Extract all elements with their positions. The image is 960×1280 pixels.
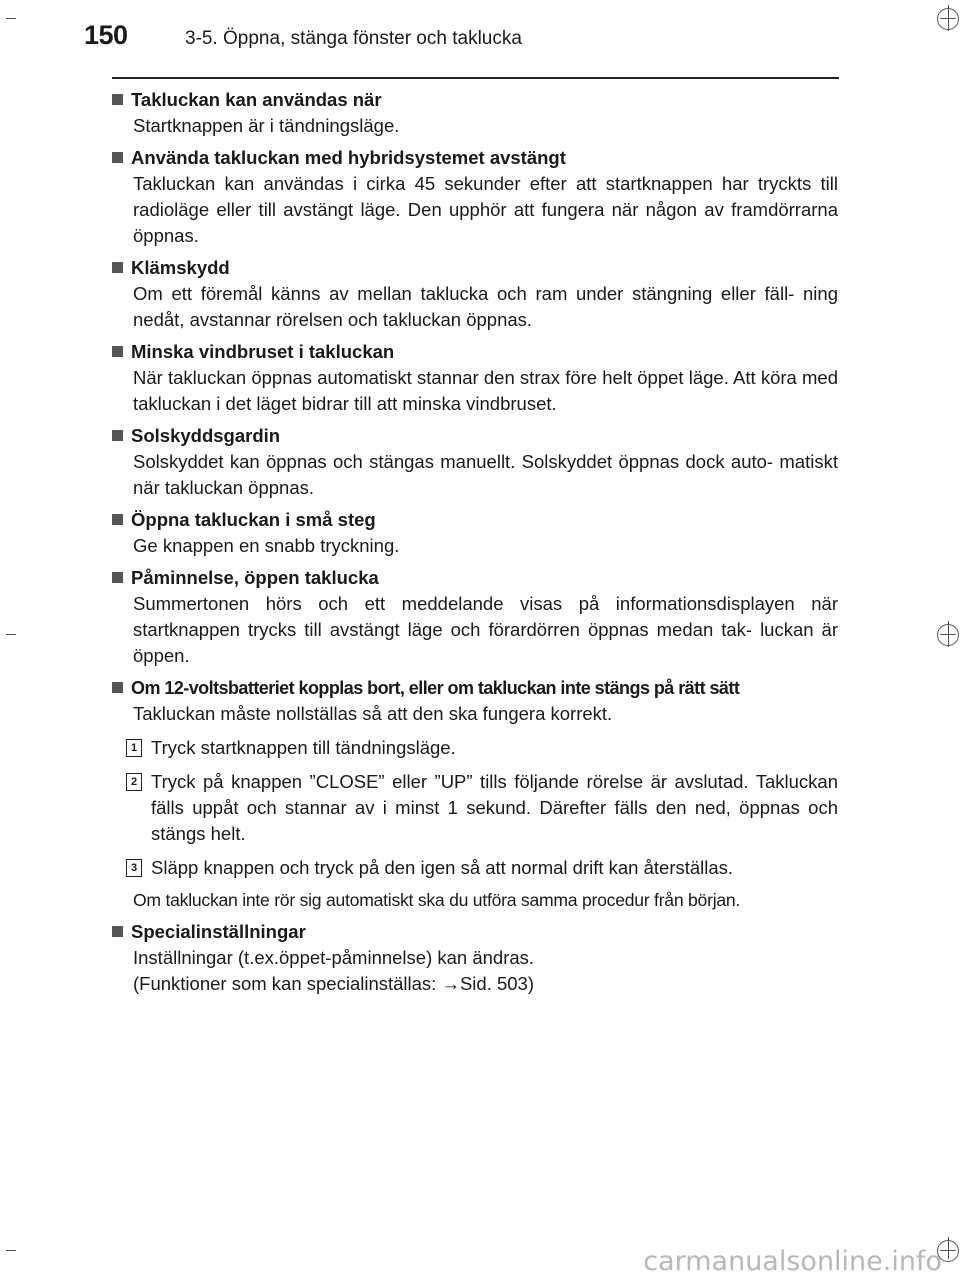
bullet-square-icon xyxy=(112,430,123,441)
section-note: Om takluckan inte rör sig automatiskt ska du utföra samma procedur från början. xyxy=(133,890,741,910)
step-text: Tryck startknappen till tändningsläge. xyxy=(151,737,456,758)
bullet-square-icon xyxy=(112,152,123,163)
bullet-square-icon xyxy=(112,94,123,105)
page-content xyxy=(112,87,838,1003)
watermark: carmanualsonline.info xyxy=(643,1246,942,1277)
section-wind-noise xyxy=(112,339,838,417)
section-heading: Öppna takluckan i små steg xyxy=(112,507,838,533)
section-text: Takluckan måste nollställas så att den ska fungera korrekt. xyxy=(133,703,613,724)
section-sunshade xyxy=(112,423,838,501)
step-number-badge: 2 xyxy=(126,773,142,791)
page-number: 150 xyxy=(84,20,128,50)
section-heading: Använda takluckan med hybridsystemet avstängt xyxy=(112,145,838,171)
step-number-badge: 3 xyxy=(126,859,142,877)
section-text: Om ett föremål känns av mellan taklucka och ram under stängning eller fäll- ning nedåt, avstannar rörelsen och takluckan öppnas. xyxy=(133,283,838,330)
step-number-badge: 1 xyxy=(126,739,142,757)
section-text: Summertonen hörs och ett meddelande visas på informationsdisplayen när startknappen trycks till avstängt läge och förardörren öppnas medan tak- luckan är öppen. xyxy=(133,593,838,666)
chapter-title: 3-5. Öppna, stänga fönster och taklucka xyxy=(185,28,522,49)
crop-mark xyxy=(6,634,16,635)
section-heading: Påminnelse, öppen taklucka xyxy=(112,565,838,591)
crop-mark xyxy=(6,18,16,19)
section-heading: Solskyddsgardin xyxy=(112,423,838,449)
step-item xyxy=(130,769,838,847)
bullet-square-icon xyxy=(112,682,123,693)
step-item xyxy=(130,735,838,761)
section-text: När takluckan öppnas automatiskt stannar den strax före helt öppet läge. Att köra med takluckan i det läget bidrar till att minska vindbruset. xyxy=(133,367,838,414)
section-jam-protection xyxy=(112,255,838,333)
section-small-steps xyxy=(112,507,838,559)
registration-mark xyxy=(937,8,959,30)
section-text: Ge knappen en snabb tryckning. xyxy=(133,535,400,556)
step-item xyxy=(130,855,838,881)
section-heading: Klämskydd xyxy=(112,255,838,281)
section-heading: Specialinställningar xyxy=(112,919,838,945)
section-heading: Om 12-voltsbatteriet kopplas bort, eller om takluckan inte stängs på rätt sätt xyxy=(112,675,838,701)
bullet-square-icon xyxy=(112,572,123,583)
bullet-square-icon xyxy=(112,262,123,273)
page-reference: (Funktioner som kan specialinställas: →Sid. 503) xyxy=(133,973,535,994)
section-battery-reset xyxy=(112,675,838,913)
header-rule xyxy=(112,77,839,79)
section-heading: Takluckan kan användas när xyxy=(112,87,838,113)
section-open-reminder xyxy=(112,565,838,669)
bullet-square-icon xyxy=(112,926,123,937)
section-text: Solskyddet kan öppnas och stängas manuellt. Solskyddet öppnas dock auto- matiskt när takluckan öppnas. xyxy=(133,451,838,498)
section-text: Inställningar (t.ex.öppet-påminnelse) kan ändras. xyxy=(133,947,535,968)
step-text: Tryck på knappen ”CLOSE” eller ”UP” tills följande rörelse är avslutad. Takluckan fälls uppåt och stannar av i minst 1 sekund. Därefter fälls den ned, öppnas och stängs helt. xyxy=(151,771,838,844)
section-hybrid-off xyxy=(112,145,838,249)
section-text: Takluckan kan användas i cirka 45 sekunder efter att startknappen har tryckts till radioläge eller till avstängt läge. Den upphör att fungera när någon av framdörrarna öppnas. xyxy=(133,173,838,246)
crop-mark xyxy=(6,1250,16,1251)
section-usage xyxy=(112,87,838,139)
step-text: Släpp knappen och tryck på den igen så att normal drift kan återställas. xyxy=(151,857,734,878)
section-text: Startknappen är i tändningsläge. xyxy=(133,115,400,136)
bullet-square-icon xyxy=(112,514,123,525)
section-customization xyxy=(112,919,838,997)
registration-mark xyxy=(937,624,959,646)
section-heading: Minska vindbruset i takluckan xyxy=(112,339,838,365)
bullet-square-icon xyxy=(112,346,123,357)
